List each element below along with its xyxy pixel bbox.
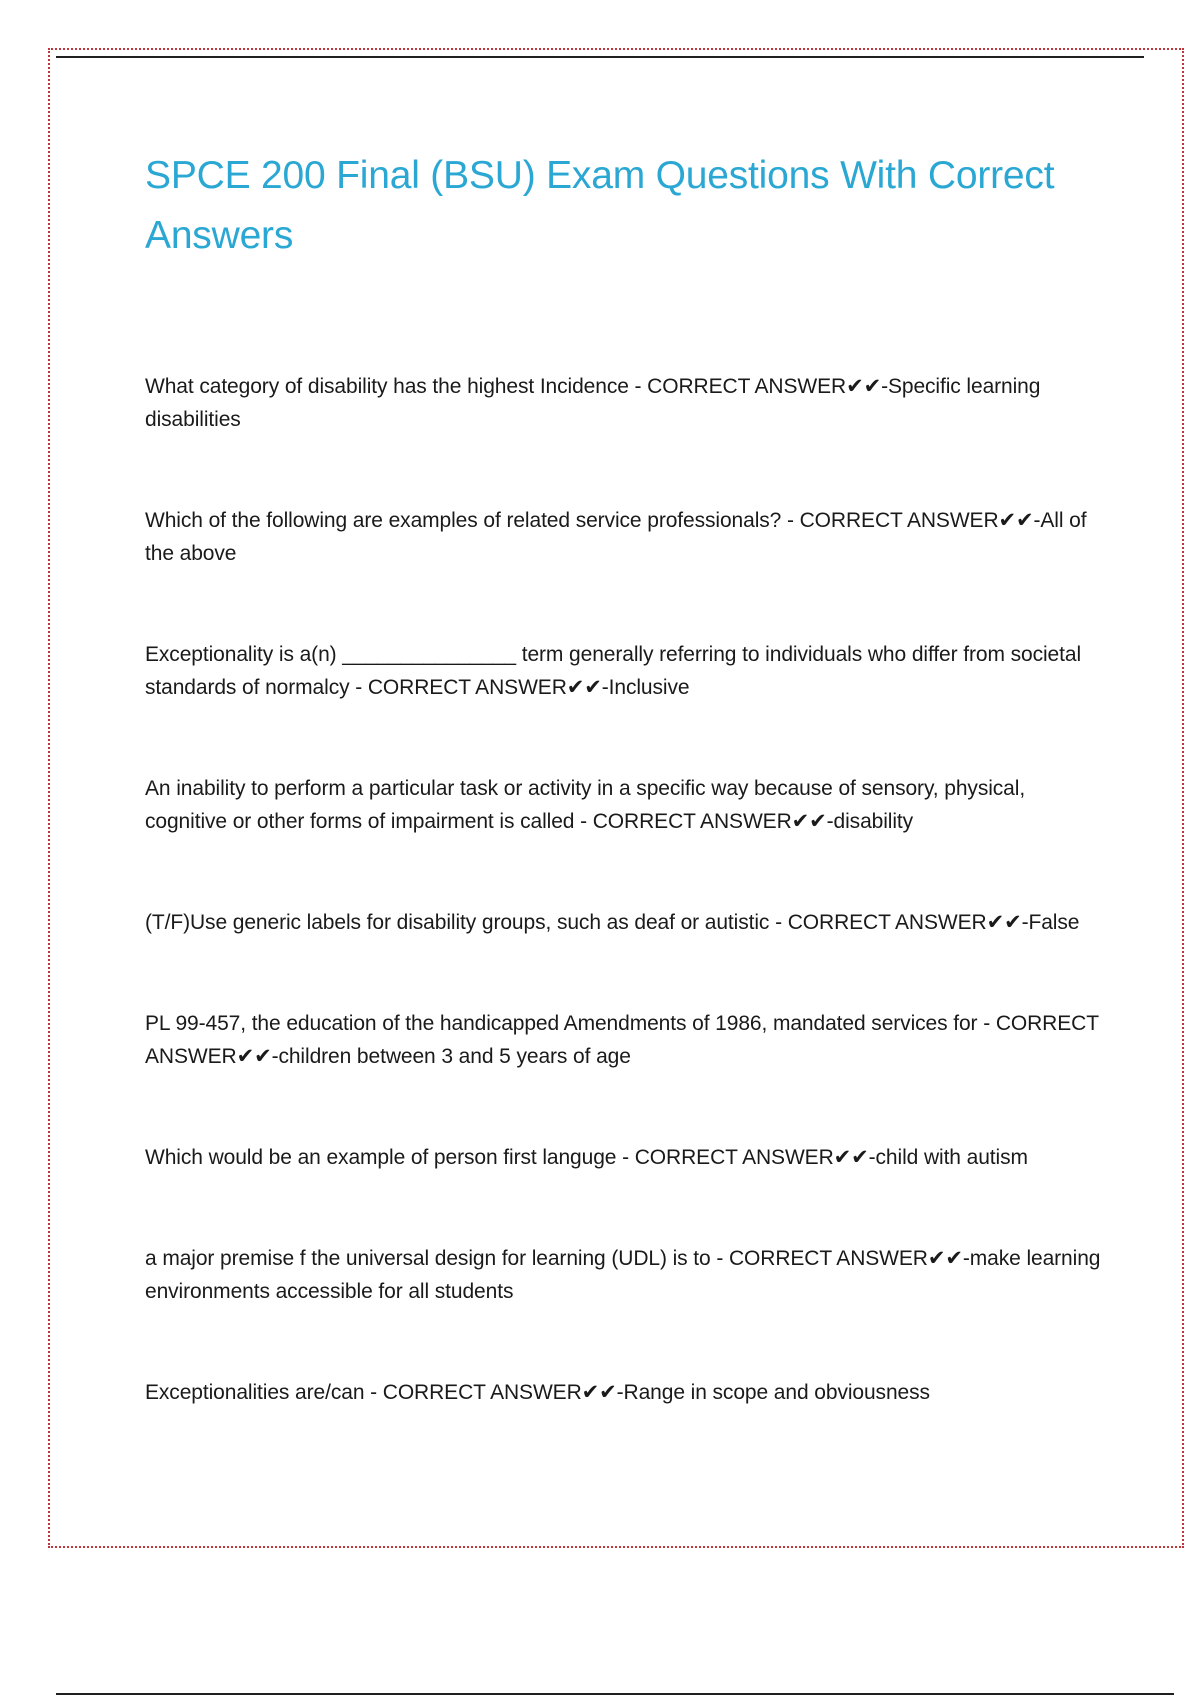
qa-item: Which would be an example of person first languge - CORRECT ANSWER✔✔-child with autism	[145, 1146, 1028, 1169]
qa-item: Exceptionality is a(n) _______________ term generally referring to individuals who differ from societal standards of normalcy - CORRECT ANSWER✔✔-Inclusive	[145, 643, 1082, 699]
qa-item: Which of the following are examples of related service professionals? - CORRECT ANSWER✔✔-All of the above	[145, 509, 1087, 565]
document-title: SPCE 200 Final (BSU) Exam Questions With Correct Answers	[145, 154, 1055, 257]
qa-item: An inability to perform a particular task or activity in a specific way because of sensory, physical, cognitive or other forms of impairment is called - CORRECT ANSWER✔✔-disability	[145, 777, 1026, 833]
qa-item: PL 99-457, the education of the handicapped Amendments of 1986, mandated services for - CORRECT ANSWER✔✔-children between 3 and 5 years of age	[145, 1012, 1099, 1068]
qa-item: Exceptionalities are/can - CORRECT ANSWER✔✔-Range in scope and obviousness	[145, 1381, 930, 1404]
bottom-rule	[56, 1693, 1174, 1695]
qa-item: (T/F)Use generic labels for disability groups, such as deaf or autistic - CORRECT ANSWER✔✔-False	[145, 911, 1080, 934]
document-content	[145, 146, 1105, 1409]
qa-item: a major premise f the universal design for learning (UDL) is to - CORRECT ANSWER✔✔-make learning environments accessible for all students	[145, 1247, 1101, 1303]
qa-item: What category of disability has the highest Incidence - CORRECT ANSWER✔✔-Specific learning disabilities	[145, 375, 1041, 431]
top-rule	[56, 56, 1144, 58]
qa-list	[145, 370, 1105, 1409]
